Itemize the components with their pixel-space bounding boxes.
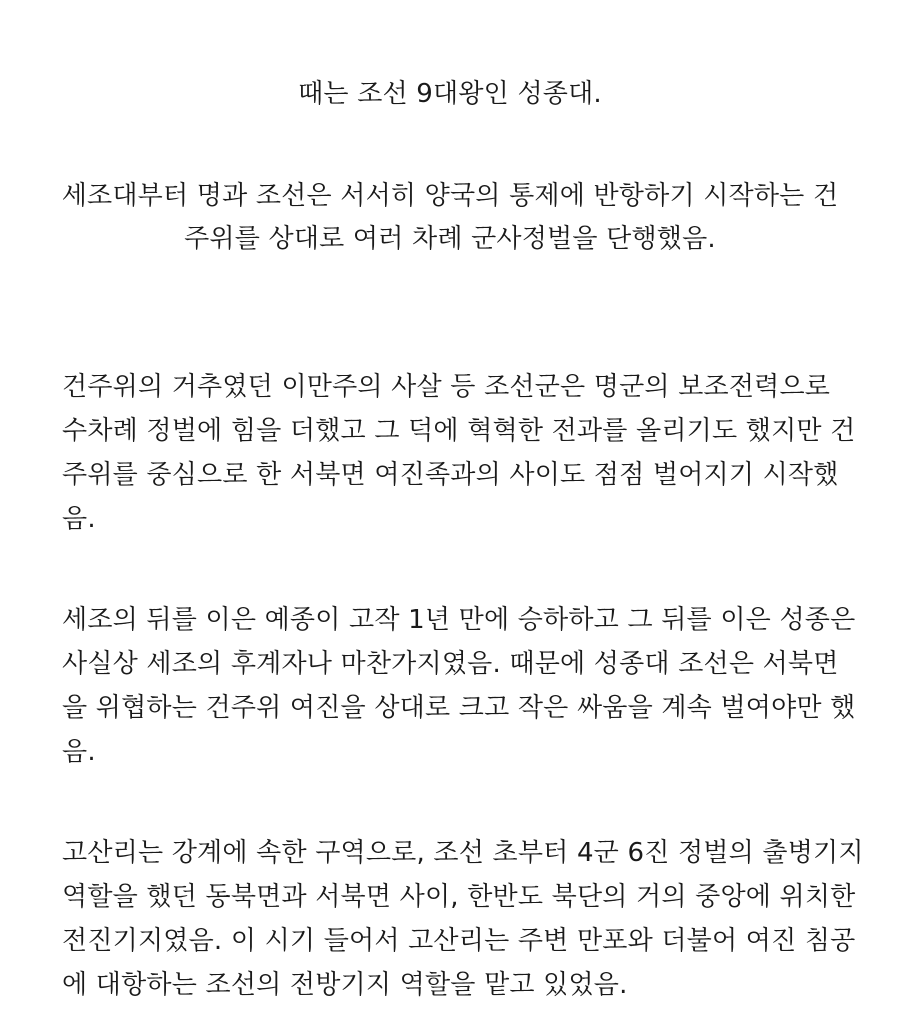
paragraph-2-line-1: 세조대부터 명과 조선은 서서히 양국의 통제에 반항하기 시작하는 건 — [61, 181, 839, 211]
paragraph-3-line-4: 음. — [62, 504, 96, 534]
paragraph-1-line-1: 때는 조선 9대왕인 성종대. — [298, 79, 602, 109]
paragraph-2-line-2: 주위를 상대로 여러 차례 군사정벌을 단행했음. — [184, 224, 716, 254]
paragraph-5-line-3: 전진기지였음. 이 시기 들어서 고산리는 주변 만포와 더불어 여진 침공 — [62, 926, 856, 956]
paragraph-4-line-1: 세조의 뒤를 이은 예종이 고작 1년 만에 승하하고 그 뒤를 이은 성종은 — [62, 605, 856, 635]
paragraph-4-line-4: 음. — [62, 737, 96, 767]
paragraph-3-line-3: 주위를 중심으로 한 서북면 여진족과의 사이도 점점 벌어지기 시작했 — [62, 460, 839, 490]
paragraph-5-line-2: 역할을 했던 동북면과 서북면 사이, 한반도 북단의 거의 중앙에 위치한 — [62, 882, 856, 912]
paragraph-5-line-1: 고산리는 강계에 속한 구역으로, 조선 초부터 4군 6진 정벌의 출병기지 — [62, 838, 864, 868]
paragraph-4-line-2: 사실상 세조의 후계자나 마찬가지였음. 때문에 성종대 조선은 서북면 — [62, 649, 839, 679]
paragraph-3-line-1: 건주위의 거추였던 이만주의 사살 등 조선군은 명군의 보조전력으로 — [62, 372, 831, 402]
paragraph-5-line-4: 에 대항하는 조선의 전방기지 역할을 맡고 있었음. — [62, 970, 628, 1000]
paragraph-3-line-2: 수차례 정벌에 힘을 더했고 그 덕에 혁혁한 전과를 올리기도 했지만 건 — [62, 416, 856, 446]
paragraph-4-line-3: 을 위협하는 건주위 여진을 상대로 크고 작은 싸움을 계속 벌여야만 했 — [62, 693, 856, 723]
